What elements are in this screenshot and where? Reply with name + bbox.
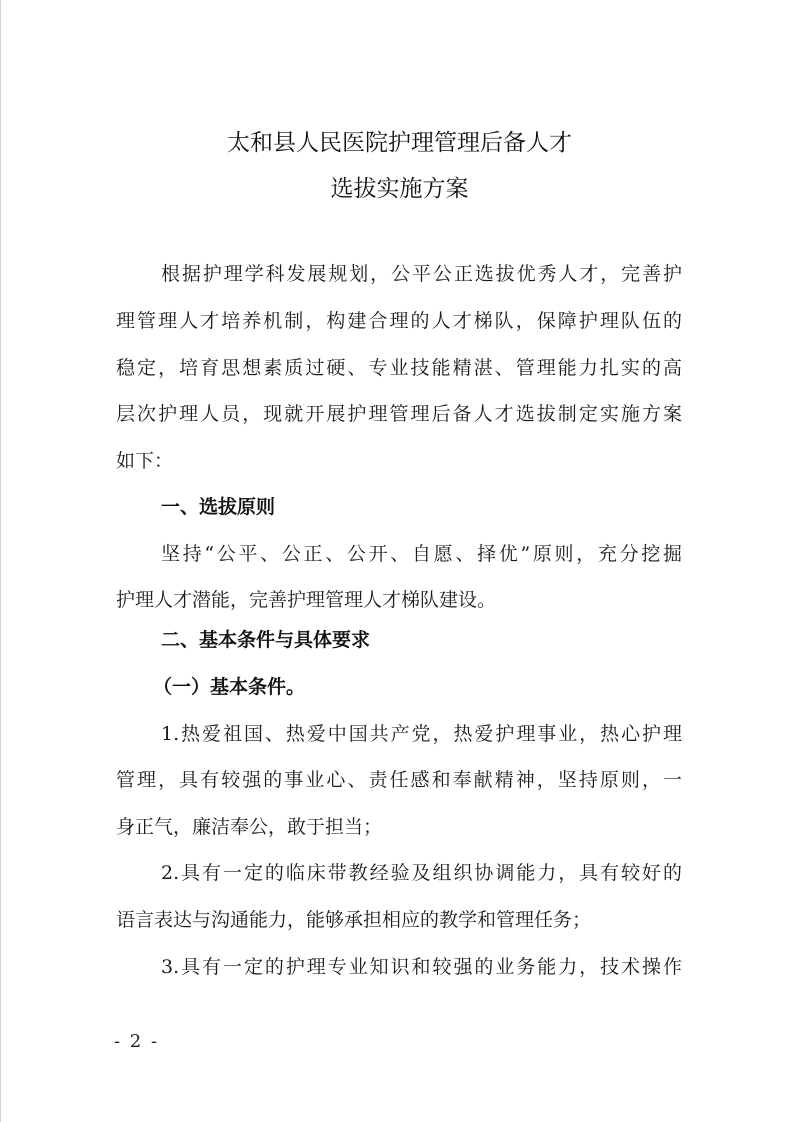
condition-item-2-line: 语言表达与沟通能力，能够承担相应的教学和管理任务； [116, 909, 592, 931]
intro-paragraph-line: 如下： [116, 450, 174, 472]
principles-paragraph-line: 护理人才潜能，完善护理管理人才梯队建设。 [116, 589, 497, 611]
intro-paragraph-line: 稳定，培育思想素质过硬、专业技能精湛、管理能力扎实的高 [116, 357, 682, 379]
condition-item-3-line: 3.具有一定的护理专业知识和较强的业务能力，技术操作 [161, 956, 682, 978]
intro-paragraph-line: 层次护理人员，现就开展护理管理后备人才选拔制定实施方案 [116, 403, 682, 425]
intro-paragraph-line: 理管理人才培养机制，构建合理的人才梯队，保障护理队伍的 [116, 310, 682, 332]
condition-item-2-line: 2.具有一定的临床带教经验及组织协调能力，具有较好的 [161, 862, 682, 884]
condition-item-1-line: 身正气，廉洁奉公，敢于担当； [116, 816, 383, 838]
principles-paragraph-line: 坚持“公平、公正、公开、自愿、择优”原则，充分挖掘 [161, 543, 682, 565]
condition-item-1-line: 管理，具有较强的事业心、责任感和奉献精神，坚持原则，一 [116, 769, 682, 791]
subsection-heading-basic-conditions: （一）基本条件。 [153, 676, 306, 698]
condition-item-1-line: 1.热爱祖国、热爱中国共产党，热爱护理事业，热心护理 [161, 723, 682, 745]
page-number: - 2 - [114, 1031, 160, 1052]
document-title-line-1: 太和县人民医院护理管理后备人才 [227, 130, 572, 156]
section-heading-principles: 一、选拔原则 [161, 496, 276, 518]
document-title-line-2: 选拔实施方案 [330, 176, 469, 202]
section-heading-requirements: 二、基本条件与具体要求 [161, 629, 371, 651]
intro-paragraph-line: 根据护理学科发展规划，公平公正选拔优秀人才，完善护 [161, 263, 682, 285]
